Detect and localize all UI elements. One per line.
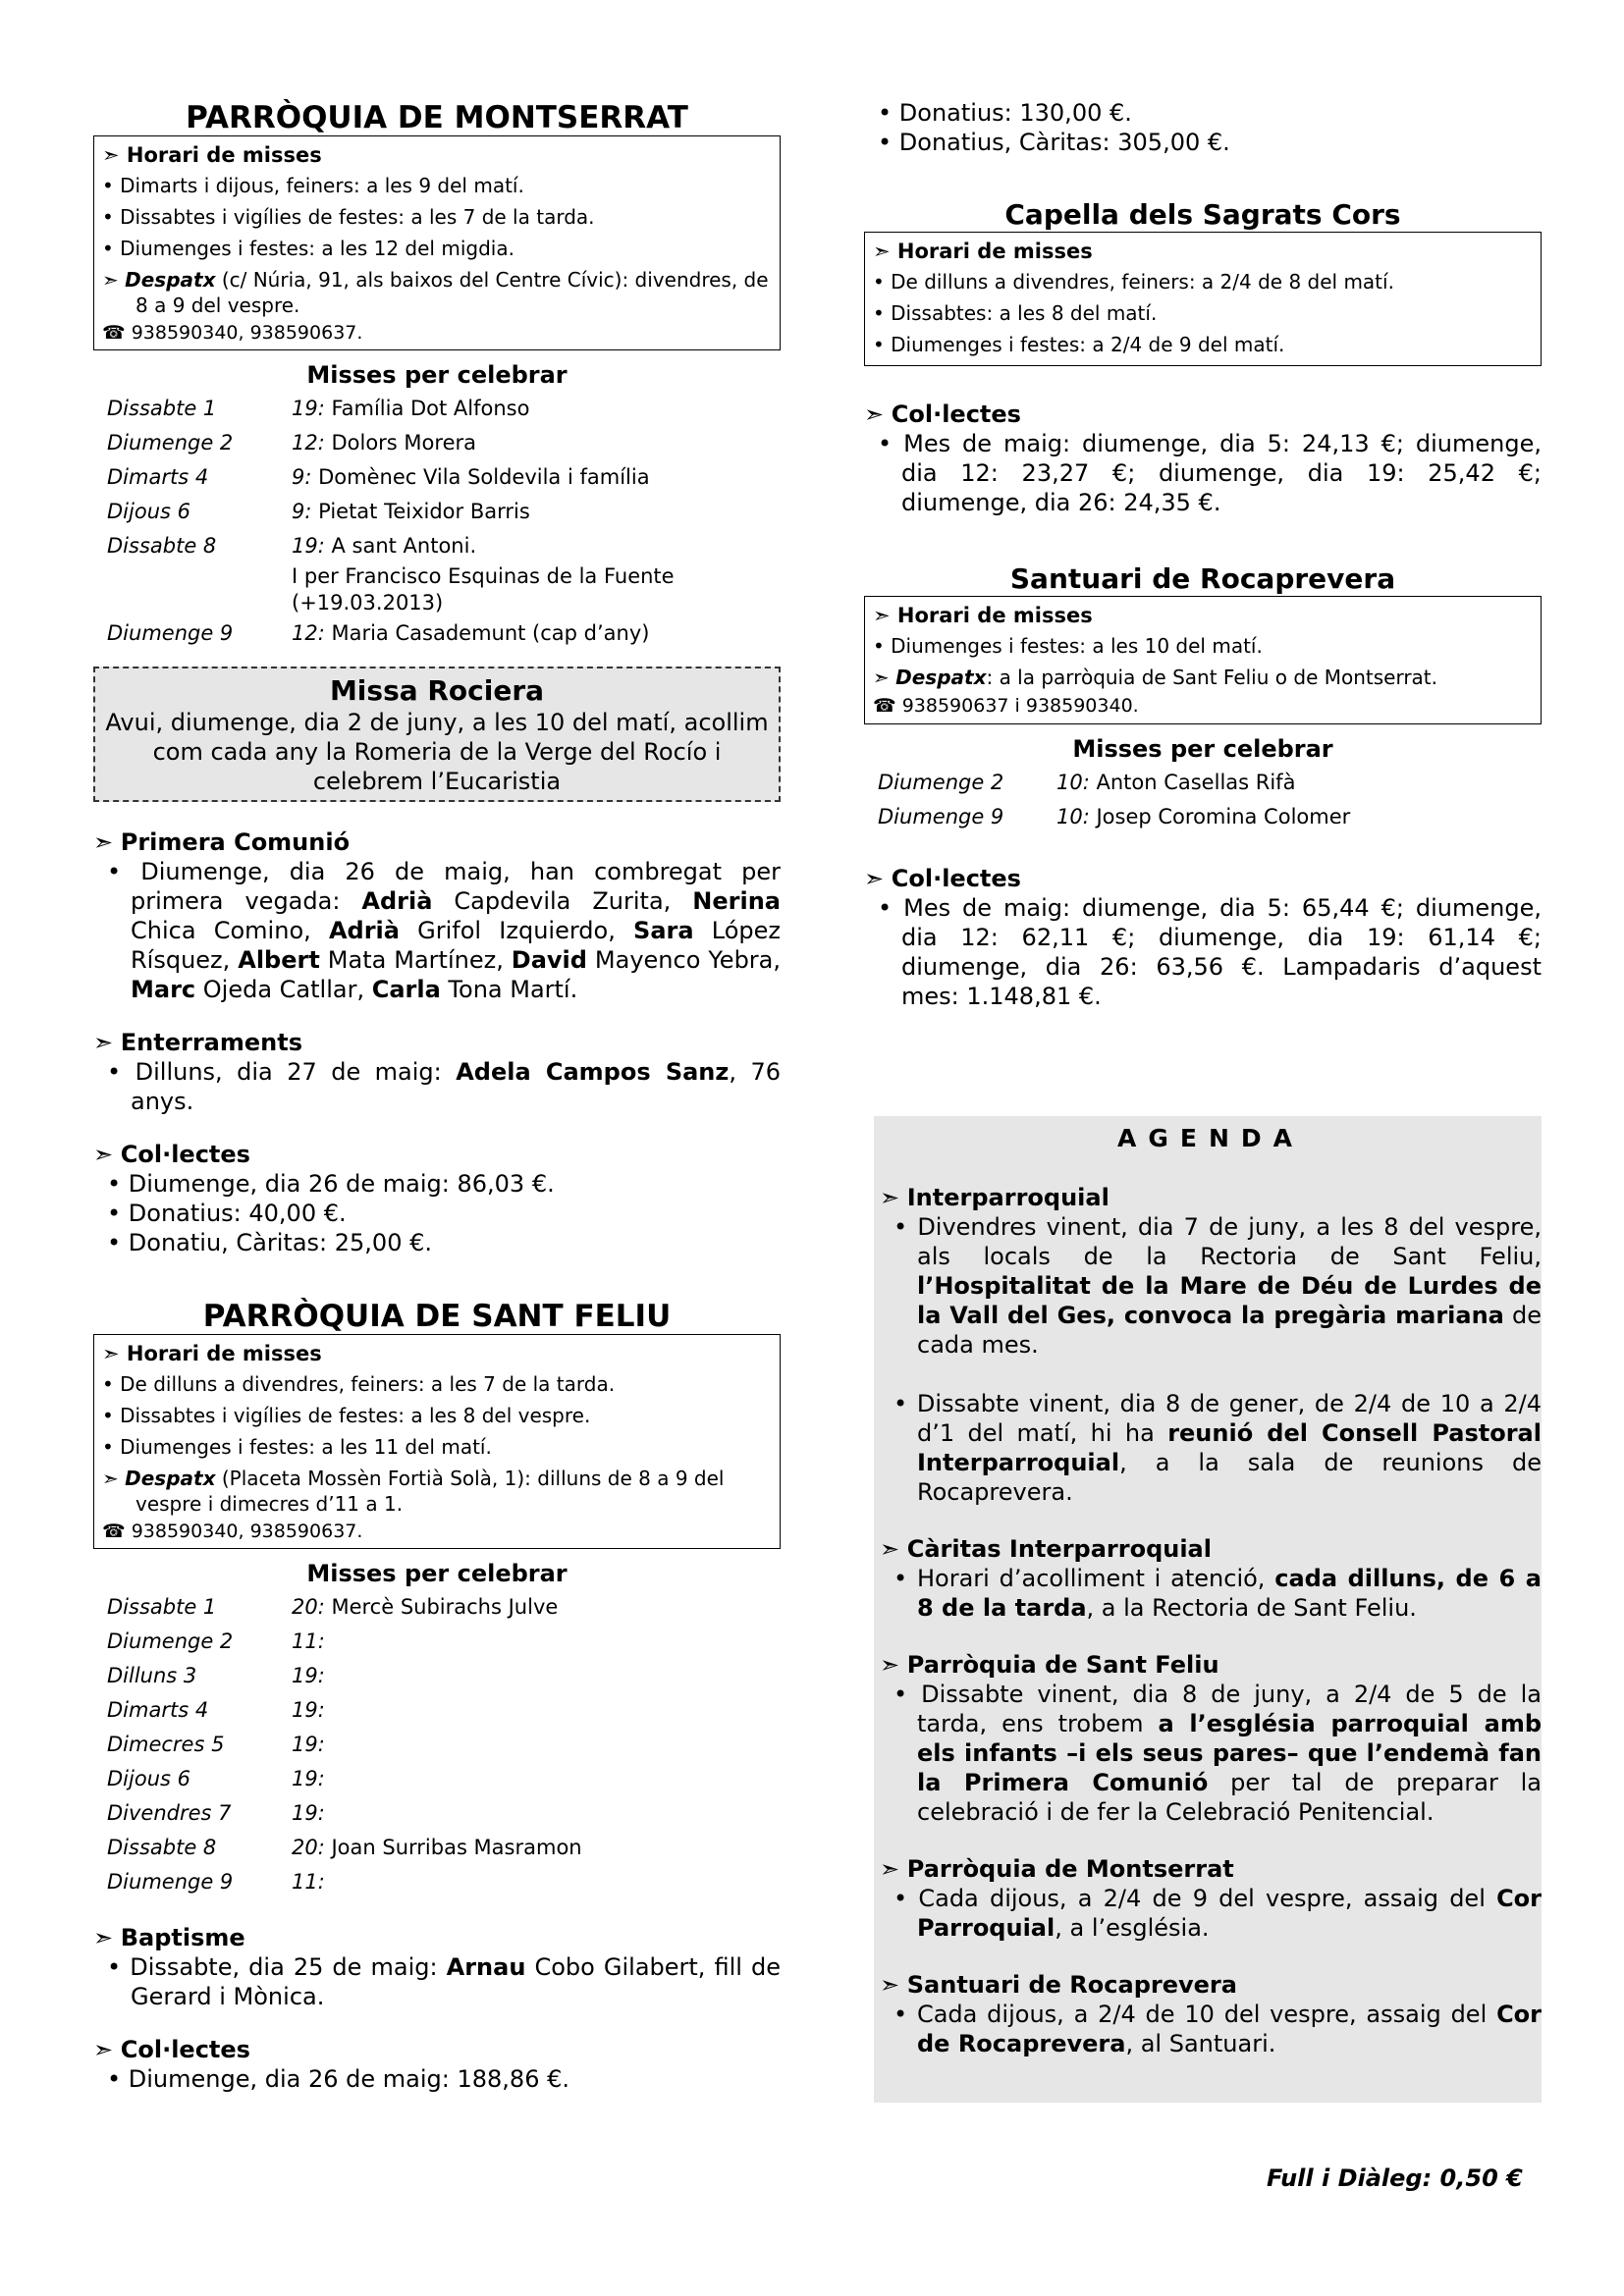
communicant-first-name: Carla <box>371 976 441 1003</box>
rocaprevera-despatx-label: Despatx <box>895 666 987 689</box>
santfeliu-collectes-heading: ➣ Col·lectes <box>93 2036 250 2063</box>
communicant-first-name: Nerina <box>692 887 782 915</box>
heading-text: Parròquia de Sant Feliu <box>906 1651 1219 1679</box>
communicant-surname: Ojeda Catllar, <box>195 976 372 1003</box>
text-bold: cada dilluns, de 6 a 8 de la tarda <box>917 1565 1542 1622</box>
misses-hour: 12: <box>292 621 325 645</box>
agenda-item <box>880 1884 1542 1943</box>
misses-hour: 19: <box>292 534 325 558</box>
misses-hour: 20: <box>292 1836 325 1859</box>
misses-day: Dissabte 8 <box>107 1836 217 1859</box>
rocaprevera-horari-heading: ➣ Horari de misses <box>873 604 1093 627</box>
misses-text: Anton Casellas Rifà <box>1089 771 1296 794</box>
table-row <box>107 1865 582 1899</box>
missa-rociera-text: Avui, diumenge, dia 2 de juny, a les 10 del matí, acollim com cada any la Romeria de la Verge del Rocío i celebrem l’Eucaristia <box>105 709 769 795</box>
communicant-surname: Tona Martí. <box>440 976 578 1003</box>
text: • Dissabte, dia 25 de maig: <box>107 1953 447 1981</box>
table-row <box>107 392 675 426</box>
misses-day: Diumenge 9 <box>107 1870 234 1894</box>
agenda-montserrat-heading: ➣ Parròquia de Montserrat <box>880 1855 1234 1883</box>
misses-intent <box>1056 800 1350 834</box>
misses-text: Maria Casademunt (cap d’any) <box>324 621 650 645</box>
misses-intent <box>292 1865 582 1899</box>
rocaprevera-phone: ☎ 938590637 i 938590340. <box>873 695 1139 717</box>
misses-day: Dilluns 3 <box>107 1664 197 1687</box>
baptised-name: Arnau <box>446 1953 526 1981</box>
santfeliu-despatx: ➣ Despatx (Placeta Mossèn Fortià Solà, 1): dilluns de 8 a 9 del vespre i dimecres d’11 a 1. <box>102 1467 725 1516</box>
heading-text: Primera Comunió <box>120 828 351 856</box>
text: • Cada dijous, a 2/4 de 10 del vespre, assaig del <box>893 2001 1497 2028</box>
text-bold: Cor de Rocaprevera <box>917 2001 1542 2057</box>
misses-hour: 11: <box>292 1870 325 1894</box>
heading-text: Càritas Interparroquial <box>906 1535 1212 1563</box>
rocaprevera-despatx-text: : a la parròquia de Sant Feliu o de Montserrat. <box>986 666 1438 689</box>
table-row <box>107 426 675 460</box>
table-row <box>107 1831 582 1865</box>
primera-comunio-text <box>93 857 781 1004</box>
montserrat-misses-heading: Misses per celebrar <box>306 361 568 389</box>
text: , 76 anys. <box>131 1058 782 1115</box>
table-row <box>107 495 675 529</box>
santfeliu-horari-line: • Dissabtes i vigílies de festes: a les 8 del vespre. <box>102 1404 591 1427</box>
santfeliu-misses-heading: Misses per celebrar <box>306 1560 568 1587</box>
agenda-item <box>880 1212 1542 1360</box>
text: • Cada dijous, a 2/4 de 9 del vespre, assaig del <box>893 1885 1497 1912</box>
sagrats-cors-title: Capella dels Sagrats Cors <box>1004 198 1401 231</box>
heading-text: Col·lectes <box>891 865 1021 892</box>
left-column <box>93 0 781 2094</box>
montserrat-horari-heading: ➣ Horari de misses <box>102 143 322 167</box>
sagrats-horari-line: • Diumenges i festes: a 2/4 de 9 del matí. <box>873 333 1285 356</box>
sagrats-horari-heading: ➣ Horari de misses <box>873 240 1093 263</box>
communicant-surname: López Rísquez, <box>131 917 781 974</box>
misses-intent <box>292 1693 582 1728</box>
montserrat-misses-table <box>107 392 675 651</box>
enterraments-text <box>93 1057 781 1116</box>
communicant-surname: Mata Martínez, <box>319 946 512 974</box>
santfeliu-misses-table <box>107 1590 582 1899</box>
heading-text: Col·lectes <box>891 400 1021 428</box>
misses-day: Dimecres 5 <box>107 1733 225 1756</box>
sagrats-collectes-text: • Mes de maig: diumenge, dia 5: 24,13 €; diumenge, dia 12: 23,27 €; diumenge, dia 19: 25,42 €; diumenge, dia 26: 24,35 €. <box>878 430 1542 516</box>
agenda-rocaprevera-heading: ➣ Santuari de Rocaprevera <box>880 1971 1237 1999</box>
misses-day: Divendres 7 <box>107 1801 232 1825</box>
misses-hour: 11: <box>292 1629 325 1653</box>
sagrats-horari-box <box>864 232 1542 366</box>
heading-text: Col·lectes <box>120 2036 250 2063</box>
santfeliu-horari-heading: ➣ Horari de misses <box>102 1342 322 1365</box>
table-row <box>107 1728 582 1762</box>
misses-intent <box>292 1590 582 1625</box>
agenda-caritas-heading: ➣ Càritas Interparroquial <box>880 1535 1212 1563</box>
table-row <box>107 1659 582 1693</box>
text: • Dissabte vinent, dia 8 de gener, de 2/4 de 10 a 2/4 d’1 del matí, hi ha <box>893 1390 1542 1447</box>
rocaprevera-horari-box <box>864 596 1542 724</box>
missa-rociera-box <box>93 667 781 802</box>
agenda-item <box>880 1389 1542 1507</box>
agenda-item <box>880 1680 1542 1827</box>
misses-hour: 19: <box>292 1733 325 1756</box>
agenda-box <box>874 1116 1542 2103</box>
right-column <box>864 0 1542 1011</box>
text: , a l’església. <box>1055 1914 1210 1942</box>
rocaprevera-despatx: ➣ Despatx: a la parròquia de Sant Feliu o de Montserrat. <box>873 666 1438 689</box>
text: • Dilluns, dia 27 de maig: <box>107 1058 457 1086</box>
price-footer: Full i Diàleg: 0,50 € <box>1267 2164 1523 2192</box>
misses-text: Josep Coromina Colomer <box>1089 805 1351 828</box>
table-row <box>107 1762 582 1796</box>
agenda-item <box>880 1564 1542 1623</box>
communicant-first-name: Marc <box>131 976 196 1003</box>
text: , al Santuari. <box>1125 2030 1276 2057</box>
misses-day: Diumenge 2 <box>107 431 234 454</box>
misses-text: Dolors Morera <box>324 431 476 454</box>
text: • Divendres vinent, dia 7 de juny, a les 8 del vespre, als locals de la Rectoria de Sant Feliu, <box>893 1213 1542 1270</box>
rocaprevera-horari-line: • Diumenges i festes: a les 10 del matí. <box>873 634 1263 658</box>
communicant-first-name: Sara <box>633 917 694 944</box>
misses-hour: 20: <box>292 1595 325 1619</box>
collecta-item: • Diumenge, dia 26 de maig: 86,03 €. <box>107 1170 555 1198</box>
misses-day: Dissabte 1 <box>107 397 217 420</box>
misses-day: Diumenge 2 <box>107 1629 234 1653</box>
text: per tal de preparar la celebració i de fer la Celebració Penitencial. <box>917 1769 1542 1826</box>
agenda-interparroquial-heading: ➣ Interparroquial <box>880 1184 1110 1211</box>
rocaprevera-title: Santuari de Rocaprevera <box>1009 562 1396 595</box>
misses-intent <box>292 426 675 460</box>
text: • Dissabte vinent, dia 8 de juny, a 2/4 de 5 de la tarda, ens trobem <box>893 1681 1542 1737</box>
text-bold: reunió del Consell Pastoral Interparroquial <box>917 1419 1542 1476</box>
heading-text: Enterraments <box>120 1029 302 1056</box>
misses-day: Dimarts 4 <box>107 465 209 489</box>
baptisme-text <box>93 1952 781 2011</box>
sagrats-collectes-heading: ➣ Col·lectes <box>864 400 1021 428</box>
heading-text: Baptisme <box>120 1924 245 1951</box>
comunio-intro: • Diumenge, dia 26 de maig, han combregat per primera vegada: <box>107 858 781 915</box>
donatius-item: • Donatius, Càritas: 305,00 €. <box>878 129 1230 156</box>
misses-hour: 10: <box>1056 805 1090 828</box>
montserrat-title: PARRÒQUIA DE MONTSERRAT <box>186 100 688 135</box>
table-row <box>107 1590 582 1625</box>
communicant-surname: Chica Comino, <box>131 917 329 944</box>
collecta-item: • Donatius: 40,00 €. <box>107 1200 347 1227</box>
misses-intent <box>292 1659 582 1693</box>
misses-hour: 10: <box>1056 771 1090 794</box>
heading-text: Interparroquial <box>906 1184 1110 1211</box>
communicant-first-name: Adrià <box>361 887 433 915</box>
rocaprevera-misses-heading: Misses per celebrar <box>1072 735 1333 763</box>
misses-day: Dissabte 1 <box>107 1595 217 1619</box>
deceased-name: Adela Campos Sanz <box>456 1058 730 1086</box>
misses-intent <box>292 460 675 495</box>
table-row <box>878 766 1350 800</box>
communicant-first-name: Albert <box>238 946 320 974</box>
agenda-santfeliu-heading: ➣ Parròquia de Sant Feliu <box>880 1651 1219 1679</box>
misses-hour: 19: <box>292 1698 325 1722</box>
misses-text: Família Dot Alfonso <box>324 397 530 420</box>
heading-text: Col·lectes <box>120 1141 250 1168</box>
misses-hour: 12: <box>292 431 325 454</box>
misses-hour: 19: <box>292 1664 325 1687</box>
communicant-surname: Mayenco Yebra, <box>586 946 782 974</box>
text-bold: a l’església parroquial amb els infants –i els seus pares– que l’endemà fan la Primera Comunió <box>917 1710 1543 1796</box>
text: , a la Rectoria de Sant Feliu. <box>1086 1594 1417 1622</box>
montserrat-horari-line: • Diumenges i festes: a les 12 del migdia. <box>102 237 514 260</box>
misses-text: (+19.03.2013) <box>292 591 444 614</box>
communicant-surname: Capdevila Zurita, <box>432 887 693 915</box>
enterraments-heading: ➣ Enterraments <box>93 1029 302 1056</box>
text: • Horari d’acolliment i atenció, <box>893 1565 1275 1592</box>
heading-text: Santuari de Rocaprevera <box>906 1971 1237 1999</box>
misses-day: Dijous 6 <box>107 1767 190 1790</box>
misses-day: Diumenge 2 <box>878 771 1004 794</box>
table-row <box>107 1796 582 1831</box>
misses-intent <box>292 616 675 651</box>
santfeliu-horari-box <box>93 1334 781 1549</box>
misses-hour: 19: <box>292 1801 325 1825</box>
sagrats-horari-line: • Dissabtes: a les 8 del matí. <box>873 301 1158 325</box>
misses-intent <box>292 495 675 529</box>
misses-intent <box>292 1831 582 1865</box>
text-bold: l’Hospitalitat de la Mare de Déu de Lurdes de la Vall del Ges, convoca la pregària mariana <box>917 1272 1542 1329</box>
sagrats-horari-line: • De dilluns a divendres, feiners: a 2/4 de 8 del matí. <box>873 270 1394 294</box>
misses-hour: 9: <box>292 500 312 523</box>
text: Cobo Gilabert, fill de Gerard i Mònica. <box>131 1953 781 2010</box>
misses-intent <box>292 392 675 426</box>
misses-text: Domènec Vila Soldevila i família <box>311 465 650 489</box>
missa-rociera-title: Missa Rociera <box>329 674 545 707</box>
santfeliu-horari-line: • De dilluns a divendres, feiners: a les 7 de la tarda. <box>102 1372 616 1396</box>
santfeliu-horari-line: • Diumenges i festes: a les 11 del matí. <box>102 1435 492 1459</box>
misses-intent <box>292 1762 582 1796</box>
misses-hour: 19: <box>292 1767 325 1790</box>
collecta-item: • Diumenge, dia 26 de maig: 188,86 €. <box>107 2065 569 2093</box>
montserrat-collectes-heading: ➣ Col·lectes <box>93 1141 250 1168</box>
communicant-first-name: David <box>511 946 587 974</box>
table-row <box>107 616 675 651</box>
communicant-first-name: Adrià <box>328 917 400 944</box>
montserrat-horari-line: • Dissabtes i vigílies de festes: a les 7 de la tarda. <box>102 205 595 229</box>
misses-day: Dimarts 4 <box>107 1698 209 1722</box>
misses-text: I per Francisco Esquinas de la Fuente <box>292 564 675 588</box>
montserrat-phone: ☎ 938590340, 938590637. <box>102 322 363 344</box>
table-row <box>107 529 675 616</box>
primera-comunio-heading: ➣ Primera Comunió <box>93 828 351 856</box>
text-bold: Cor Parroquial <box>917 1885 1542 1942</box>
montserrat-despatx-text: (c/ Núria, 91, als baixos del Centre Cívic): divendres, de 8 a 9 del vespre. <box>135 268 769 317</box>
misses-day: Dijous 6 <box>107 500 190 523</box>
rocaprevera-collectes-heading: ➣ Col·lectes <box>864 865 1021 892</box>
montserrat-horari-box <box>93 135 781 350</box>
misses-text: A sant Antoni. <box>324 534 477 558</box>
misses-hour: 19: <box>292 397 325 420</box>
rocaprevera-collectes-text: • Mes de maig: diumenge, dia 5: 65,44 €; diumenge, dia 12: 62,11 €; diumenge, dia 19: 61,14 €; diumenge, dia 26: 63,56 €. Lampadaris d’aquest mes: 1.148,81 €. <box>878 894 1542 1010</box>
misses-day: Diumenge 9 <box>878 805 1004 828</box>
misses-day: Dissabte 8 <box>107 534 217 558</box>
agenda-item <box>880 2000 1542 2058</box>
text: , a la sala de reunions de Rocaprevera. <box>917 1449 1542 1506</box>
donatius-item: • Donatius: 130,00 €. <box>878 99 1132 127</box>
misses-text: Mercè Subirachs Julve <box>324 1595 559 1619</box>
santfeliu-phone: ☎ 938590340, 938590637. <box>102 1521 363 1542</box>
table-row <box>107 1625 582 1659</box>
communicant-surname: Grifol Izquierdo, <box>399 917 634 944</box>
rocaprevera-misses-table <box>878 766 1350 834</box>
table-row <box>107 460 675 495</box>
collecta-item: • Donatiu, Càritas: 25,00 €. <box>107 1229 432 1256</box>
misses-text: Joan Surribas Masramon <box>324 1836 582 1859</box>
misses-intent <box>292 1625 582 1659</box>
misses-intent <box>292 529 675 616</box>
agenda-title: AGENDA <box>1117 1124 1304 1152</box>
table-row <box>107 1693 582 1728</box>
baptisme-heading: ➣ Baptisme <box>93 1924 245 1951</box>
misses-day: Diumenge 9 <box>107 621 234 645</box>
montserrat-despatx-label: Despatx <box>125 268 216 292</box>
santfeliu-title: PARRÒQUIA DE SANT FELIU <box>202 1299 672 1334</box>
misses-text: Pietat Teixidor Barris <box>311 500 530 523</box>
table-row <box>878 800 1350 834</box>
misses-intent <box>292 1796 582 1831</box>
text: de cada mes. <box>917 1302 1542 1359</box>
misses-intent <box>292 1728 582 1762</box>
misses-hour: 9: <box>292 465 312 489</box>
santfeliu-despatx-label: Despatx <box>125 1467 216 1490</box>
montserrat-despatx: ➣ Despatx (c/ Núria, 91, als baixos del Centre Cívic): divendres, de 8 a 9 del vespre. <box>102 268 769 317</box>
montserrat-horari-line: • Dimarts i dijous, feiners: a les 9 del matí. <box>102 174 524 197</box>
misses-intent <box>1056 766 1350 800</box>
heading-text: Parròquia de Montserrat <box>906 1855 1234 1883</box>
santfeliu-despatx-text: (Placeta Mossèn Fortià Solà, 1): dilluns de 8 a 9 del vespre i dimecres d’11 a 1. <box>135 1467 725 1516</box>
